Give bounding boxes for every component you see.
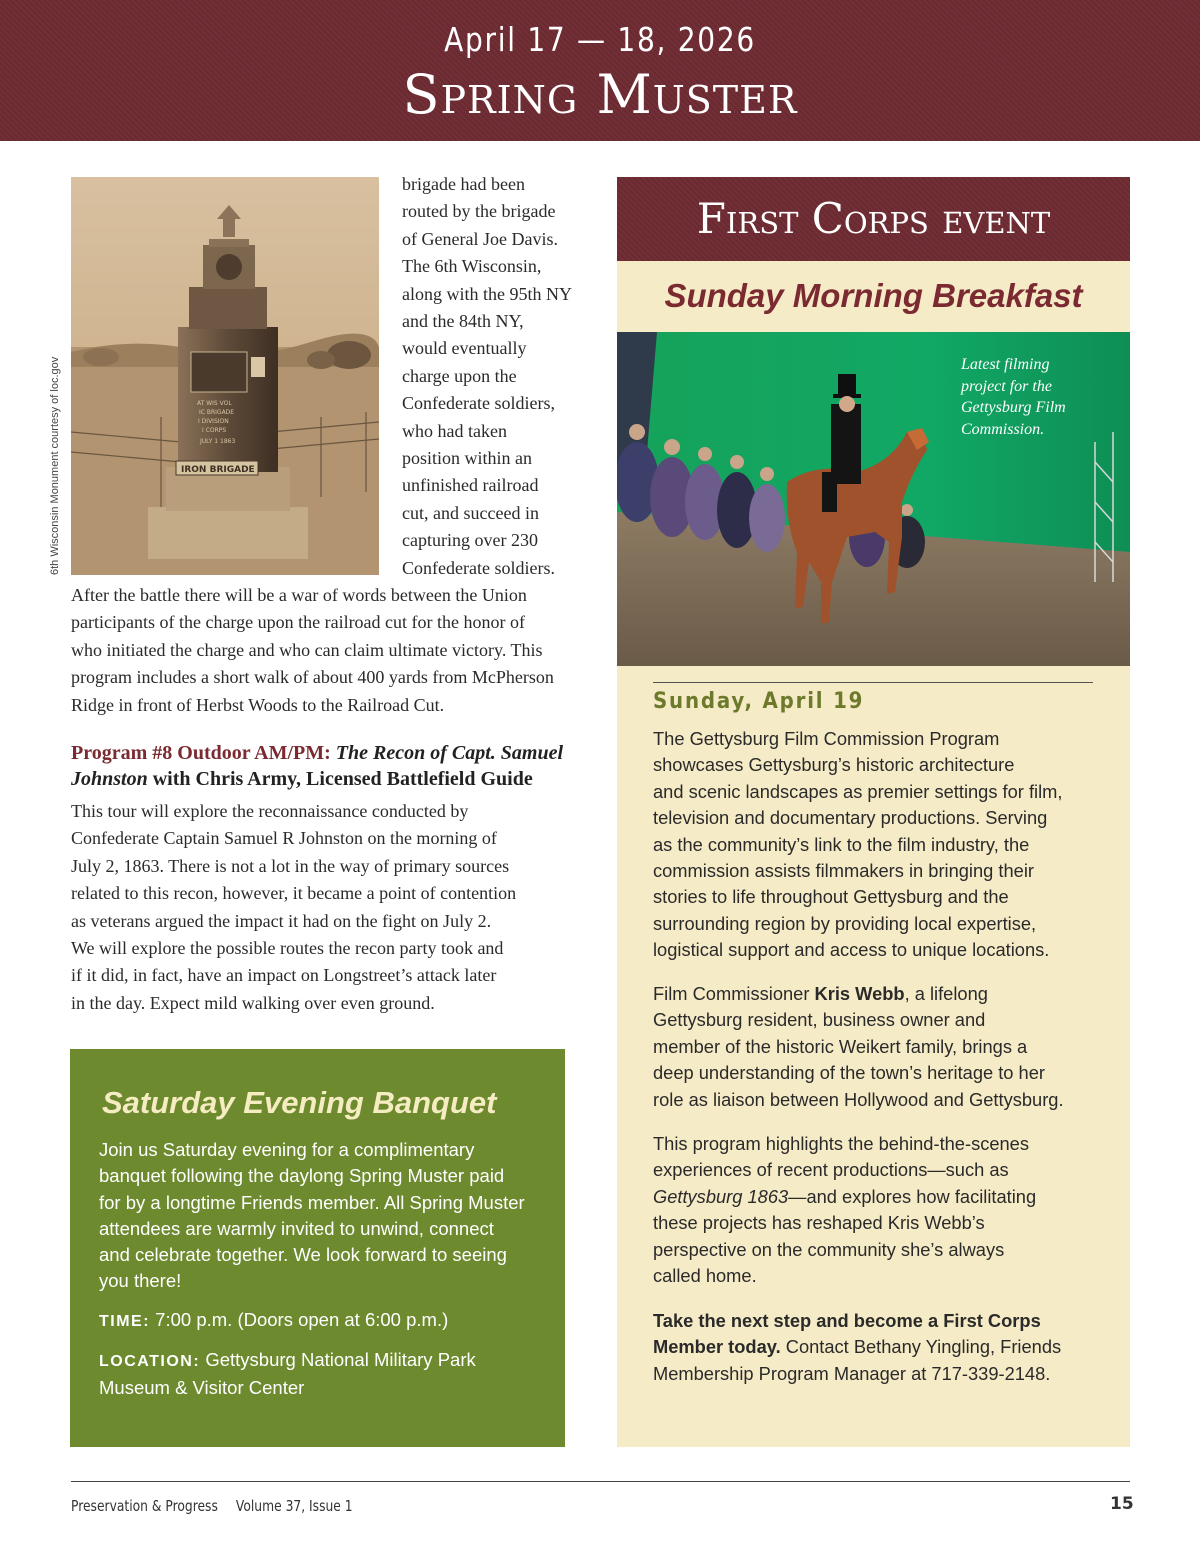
location-value-cont: Museum & Visitor Center (99, 1377, 305, 1399)
svg-text:IC BRIGADE: IC BRIGADE (199, 409, 235, 416)
caption-line: Gettysburg Film (961, 399, 1066, 416)
svg-text:AT WIS VOL: AT WIS VOL (197, 400, 232, 407)
film-commission-paragraph (653, 726, 1062, 964)
text-line: these projects has reshaped Kris Webb’s (653, 1212, 985, 1234)
commissioner-name: Kris Webb (814, 983, 905, 1004)
cta-bold: Member today. (653, 1336, 781, 1358)
text-line: deep understanding of the town’s heritage to her (653, 1062, 1045, 1084)
program-title-cont: Johnston (71, 768, 148, 790)
text-line: routed by the brigade (402, 201, 556, 222)
text-line: and celebrate together. We look forward to seeing (99, 1244, 507, 1266)
first-corps-heading: First Corps event (617, 177, 1130, 261)
text-line: This program highlights the behind-the-scenes (653, 1133, 1029, 1154)
text-line: of General Joe Davis. (402, 228, 558, 249)
cta-bold: Take the next step and become a First Corps (653, 1310, 1041, 1331)
text-line: who initiated the charge and who can claim ultimate victory. This (71, 639, 543, 660)
text-line: program includes a short walk of about 400 yards from McPherson (71, 667, 554, 688)
text-line: for by a longtime Friends member. All Spring Muster (99, 1191, 525, 1213)
publication-name: Preservation & Progress (71, 1497, 218, 1515)
text-line: perspective on the community she’s always (653, 1238, 1005, 1260)
text-line: position within an (402, 448, 532, 469)
photo-caption (961, 354, 1066, 440)
monument-photo (71, 177, 379, 575)
text-line: Gettysburg resident, business owner and (653, 1009, 986, 1031)
page-header (0, 0, 1200, 141)
footer-divider (71, 1481, 1130, 1482)
first-corps-panel (617, 177, 1130, 1447)
text-line: After the battle there will be a war of words between the Union (71, 585, 527, 605)
program-guide: with Chris Army, Licensed Battlefield Guide (147, 768, 533, 790)
text-line: experiences of recent productions—such as (653, 1159, 1009, 1181)
caption-line: Commission. (961, 420, 1045, 438)
svg-text:I CORPS: I CORPS (202, 427, 227, 434)
text-line: Join us Saturday evening for a complimentary (99, 1139, 475, 1160)
text-line: television and documentary productions. Serving (653, 807, 1048, 829)
text-line: brigade had been (402, 174, 525, 194)
text-line: Confederate soldiers. (402, 557, 555, 578)
footer-publication (71, 1497, 371, 1515)
text-line: as veterans argued the impact it had on the fight on July 2. (71, 910, 492, 931)
text-line: would eventually (402, 338, 527, 359)
location-value: Gettysburg National Military Park (200, 1349, 476, 1371)
banquet-body (99, 1137, 525, 1402)
text-line: along with the 95th NY (402, 283, 572, 304)
svg-text:JULY 1 1863: JULY 1 1863 (200, 438, 236, 445)
article-full-text (71, 582, 591, 719)
text-line: commission assists filmmakers in bringing their (653, 860, 1034, 882)
text-line: role as liaison between Hollywood and Gettysburg. (653, 1088, 1064, 1110)
text-line: Confederate soldiers, (402, 393, 555, 414)
page-title: Spring Muster (402, 63, 798, 126)
text-line: as the community’s link to the film industry, the (653, 833, 1030, 855)
program-heading (71, 740, 563, 792)
text-line: and the 84th NY, (402, 311, 524, 332)
banquet-box (70, 1049, 565, 1447)
text-line: surrounding region by providing local expertise, (653, 912, 1037, 934)
text-line: July 2, 1863. There is not a lot in the way of primary sources (71, 855, 510, 876)
program-label: Program #8 Outdoor AM/PM: (71, 742, 336, 764)
text-span: , a lifelong (904, 983, 988, 1004)
membership-cta (653, 1308, 1061, 1387)
caption-line: Latest filming (961, 356, 1050, 373)
text-line: you there! (99, 1270, 182, 1292)
text-line: if it did, in fact, have an impact on Longstreet’s attack later (71, 965, 497, 986)
text-line: Confederate Captain Samuel R Johnston on the morning of (71, 828, 497, 849)
banquet-time (99, 1307, 525, 1335)
program-highlight-paragraph (653, 1131, 1036, 1289)
text-line: This tour will explore the reconnaissance conducted by (71, 801, 469, 821)
caption-line: project for the (961, 377, 1052, 395)
commissioner-paragraph (653, 981, 1064, 1113)
location-label: LOCATION: (99, 1353, 201, 1371)
photo-credit: 6th Wisconsin Monument courtesy of loc.gov (49, 356, 61, 575)
volume-issue: Volume 37, Issue 1 (235, 1497, 353, 1515)
breakfast-date: Sunday, April 19 (653, 689, 865, 714)
text-line: The 6th Wisconsin, (402, 256, 542, 277)
text-line: and scenic landscapes as premier settings for film, (653, 780, 1063, 802)
program-title: The Recon of Capt. Samuel (335, 742, 564, 764)
program-description (71, 798, 516, 1017)
text-line: banquet following the daylong Spring Muster paid (99, 1165, 505, 1187)
film-title: Gettysburg 1863 (653, 1185, 789, 1207)
article-wrap-text (402, 171, 602, 582)
text-line: attendees are warmly invited to unwind, connect (99, 1217, 494, 1239)
text-line: The Gettysburg Film Commission Program (653, 728, 1000, 749)
banquet-location (99, 1347, 525, 1375)
text-line: charge upon the (402, 365, 517, 386)
divider (653, 682, 1093, 683)
text-line: in the day. Expect mild walking over even ground. (71, 992, 435, 1013)
time-value: 7:00 p.m. (Doors open at 6:00 p.m.) (150, 1308, 449, 1330)
text-line: participants of the charge upon the railroad cut for the honor of (71, 612, 526, 633)
text-line: unfinished railroad (402, 475, 539, 496)
text-line: cut, and succeed in (402, 502, 539, 523)
text-line: Ridge in front of Herbst Woods to the Railroad Cut. (71, 694, 445, 715)
text-span: —and explores how facilitating (788, 1185, 1037, 1207)
event-date: April 17 — 18, 2026 (444, 20, 756, 59)
text-line: We will explore the possible routes the recon party took and (71, 938, 504, 959)
text-line: member of the historic Weikert family, brings a (653, 1035, 1028, 1057)
text-span: Contact Bethany Yingling, Friends (780, 1336, 1062, 1358)
text-line: related to this recon, however, it became a point of contention (71, 883, 517, 904)
time-label: TIME: (99, 1312, 151, 1330)
text-line: capturing over 230 (402, 530, 538, 551)
text-span: Film Commissioner (653, 983, 815, 1004)
text-line: called home. (653, 1265, 757, 1287)
banquet-title: Saturday Evening Banquet (102, 1085, 497, 1120)
text-line: stories to life throughout Gettysburg and the (653, 886, 1009, 908)
svg-text:I DIVISION: I DIVISION (198, 418, 229, 425)
text-line: Membership Program Manager at 717-339-2148. (653, 1362, 1051, 1384)
page-number: 15 (1110, 1494, 1134, 1514)
breakfast-title: Sunday Morning Breakfast (664, 277, 1083, 314)
text-line: who had taken (402, 420, 507, 441)
text-line: showcases Gettysburg’s historic architecture (653, 754, 1015, 776)
plaque-text: IRON BRIGADE (181, 465, 255, 475)
text-line: logistical support and access to unique locations. (653, 939, 1050, 961)
